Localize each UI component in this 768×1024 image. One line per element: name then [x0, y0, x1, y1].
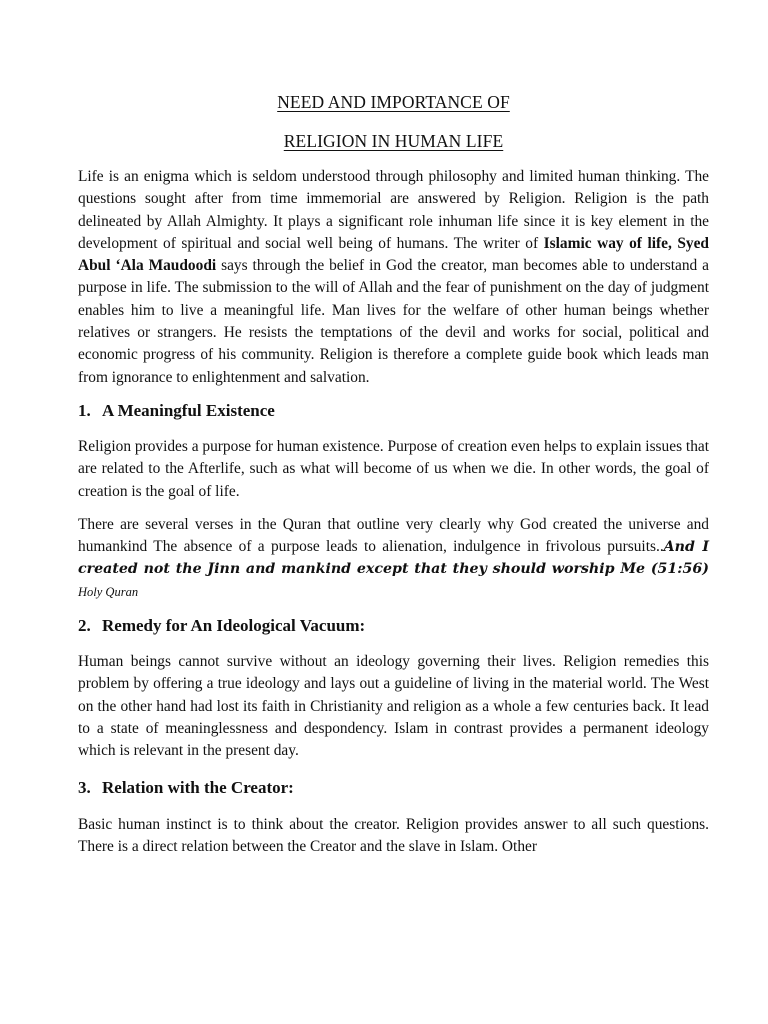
document-title-line1: NEED AND IMPORTANCE OF — [277, 92, 510, 112]
document-title-line2: RELIGION IN HUMAN LIFE — [283, 131, 504, 151]
intro-text-part2: says through the belief in God the creator, man becomes able to understand a purpose in life. The submission to the will of Allah and the fear of punishment on the day of judgment enables him to live a meaningful life. Man lives for the welfare of other human beings whether relatives or strangers. He resists the temptations of the devil and works for social, political and economic progress of his community. Religion is therefore a complete guide book which leads man from ignorance to enlightenment and salvation. — [78, 257, 710, 386]
intro-paragraph — [78, 166, 709, 389]
section1-heading — [78, 399, 709, 423]
section3-heading — [78, 776, 709, 800]
section1-heading-text: A Meaningful Existence — [102, 400, 275, 420]
section2-heading-text: Remedy for An Ideological Vacuum: — [102, 616, 366, 636]
section1-paragraph1: Religion provides a purpose for human existence. Purpose of creation even helps to explain issues that are related to the Afterlife, such as what will become of us when we die. In other words, the goal of creation is the goal of life. — [78, 437, 709, 500]
section2-number: 2. — [78, 616, 91, 636]
intro-text-part1: Life is an enigma which is seldom understood through philosophy and limited human thinking. The questions sought after from time immemorial are answered by Religion. Religion is the path delineated by Allah Almighty. It plays a significant role inhuman life since it is key element in the development of spiritual and social well being of humans. The writer of — [78, 168, 709, 252]
quote-source: Holy Quran — [78, 584, 139, 599]
section1-paragraph2-text: There are several verses in the Quran that outline very clearly why God created the universe and humankind The absence of a purpose leads to alienation, indulgence in frivolous pursuits.. — [78, 515, 709, 556]
quran-quote: And I created not the Jinn and mankind except that they should worship Me (51:56) — [78, 539, 709, 578]
document-page — [78, 90, 709, 858]
section3-paragraph: Basic human instinct is to think about the creator. Religion provides answer to all such questions. There is a direct relation between the Creator and the slave in Islam. Other — [78, 815, 709, 855]
section1-paragraph2 — [78, 514, 709, 603]
section3-heading-text: Relation with the Creator: — [102, 777, 294, 797]
section3-number: 3. — [78, 777, 91, 797]
section2-paragraph: Human beings cannot survive without an ideology governing their lives. Religion remedies this problem by offering a true ideology and lays out a guideline of living in the material world. The West on the other hand had lost its faith in Christianity and religion as a whole a few centuries back. It lead to a state of meaninglessness and despondency. Islam in contrast provides a permanent ideology which is relevant in the present day. — [78, 653, 709, 760]
intro-bold-reference: Islamic way of life, Syed Abul ‘Ala Maudoodi — [78, 234, 709, 275]
section1-number: 1. — [78, 400, 91, 420]
section2-heading — [78, 614, 709, 638]
